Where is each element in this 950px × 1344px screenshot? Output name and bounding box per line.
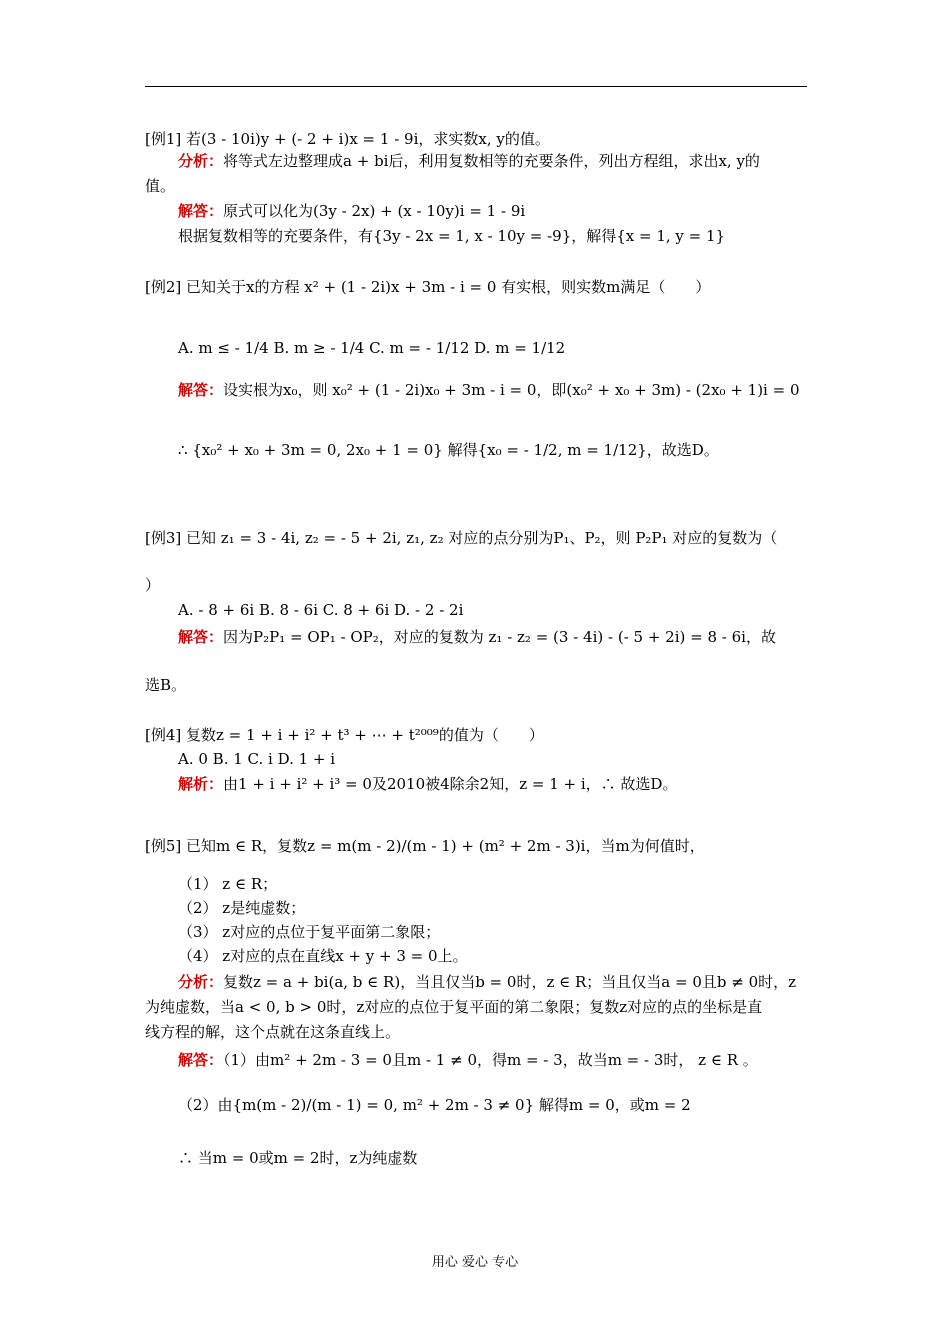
content-ex1-answer: 原式可以化为(3y - 2x) + (x - 10y)i = 1 - 9i [223,202,526,220]
label-ex1-analysis: 分析： [178,152,224,170]
text-line-ex5-q [145,836,705,856]
content-ex5-sub2: （2） z是纯虚数； [178,899,306,917]
content-ex3-answer-2: 选B。 [145,676,187,694]
content-ex1-answer-2: 根据复数相等的充要条件，有{3y - 2x = 1, x - 10y = -9}，解得{x = 1, y = 1} [178,227,726,245]
text-line-ex3-answer [178,627,776,647]
text-line-ex5-analysis-2 [145,997,762,1017]
text-line-ex4-q [145,725,544,745]
text-line-ex4-answer [178,774,677,794]
text-line-ex3-q-2 [145,575,160,595]
text-line-ex1-analysis-2 [145,176,175,196]
content-ex3-q-2: ） [145,576,161,594]
label-ex2-answer: 解答： [178,381,224,399]
content-ex1-analysis: 将等式左边整理成a + bi后，利用复数相等的充要条件，列出方程组，求出x, y的 [223,152,760,170]
text-line-ex3-options [178,600,463,620]
text-line-ex3-q [145,528,777,548]
content-ex4-answer: 由1 + i + i² + i³ = 0及2010被4除余2知，z = 1 + i，∴ 故选D。 [223,775,678,793]
text-line-ex5-answer-2 [178,1095,691,1115]
content-ex5-answer-1: （1）由m² + 2m - 3 = 0且m - 1 ≠ 0，得m = - 3，故当m = - 3时， z ∈ R 。 [223,1051,758,1069]
text-line-ex5-sub1 [178,874,277,894]
label-ex5-answer-1: 解答： [178,1051,224,1069]
header-rule [145,86,807,87]
content-ex4-options: A. 0 B. 1 C. i D. 1 + i [178,750,336,768]
text-line-ex2-answer [178,380,800,400]
content-ex5-q: [例5] 已知m ∈ R，复数z = m(m - 2)/(m - 1) + (m² + 2m - 3)i，当m为何值时， [145,837,705,855]
text-line-ex5-analysis [178,972,796,992]
content-ex2-q: [例2] 已知关于x的方程 x² + (1 - 2i)x + 3m - i = 0 有实根，则实数m满足（ ） [145,278,711,296]
label-ex3-answer: 解答： [178,628,224,646]
content-ex2-answer: 设实根为x₀，则 x₀² + (1 - 2i)x₀ + 3m - i = 0，即(x₀² + x₀ + 3m) - (2x₀ + 1)i = 0 [223,381,800,399]
content-ex1-q: [例1] 若(3 - 10i)y + (- 2 + i)x = 1 - 9i，求实数x, y的值。 [145,130,550,148]
text-line-ex2-answer-2 [178,440,719,460]
content-ex3-q: [例3] 已知 z₁ = 3 - 4i, z₂ = - 5 + 2i, z₁, z₂ 对应的点分别为P₁、P₂，则 P₂P₁ 对应的复数为（ [145,529,778,547]
content-ex2-options: A. m ≤ - 1/4 B. m ≥ - 1/4 C. m = - 1/12 D. m = 1/12 [178,339,566,357]
content-ex1-analysis-2: 值。 [145,177,176,195]
content-ex5-sub3: （3） z对应的点位于复平面第二象限； [178,923,441,941]
content-ex5-analysis-2: 为纯虚数，当a < 0, b > 0时，z对应的点位于复平面的第二象限；复数z对应的点的坐标是直 [145,998,763,1016]
text-line-ex1-q [145,129,550,149]
content-ex4-q: [例4] 复数z = 1 + i + i² + t³ + ⋯ + t²⁰⁰⁹的值为（ ） [145,726,544,744]
text-line-ex3-answer-2 [145,675,186,695]
content-ex5-answer-2: （2）由{m(m - 2)/(m - 1) = 0, m² + 2m - 3 ≠ 0} 解得m = 0，或m = 2 [178,1096,691,1114]
text-line-ex1-answer-2 [178,226,725,246]
content-ex5-analysis-3: 线方程的解，这个点就在这条直线上。 [145,1023,401,1041]
text-line-ex5-sub3 [178,922,440,942]
text-line-ex5-sub4 [178,946,468,966]
content-ex5-analysis: 复数z = a + bi(a, b ∈ R)，当且仅当b = 0时，z ∈ R；当且仅当a = 0且b ≠ 0时，z [223,973,797,991]
text-line-ex1-answer [178,201,525,221]
label-ex1-answer: 解答： [178,202,224,220]
content-ex2-answer-2: ∴ {x₀² + x₀ + 3m = 0, 2x₀ + 1 = 0} 解得{x₀ = - 1/2, m = 1/12}，故选D。 [178,441,719,459]
text-line-ex5-sub2 [178,898,305,918]
label-ex5-analysis: 分析： [178,973,224,991]
text-line-ex1-analysis [178,151,760,171]
text-line-ex2-options [178,338,565,358]
text-line-ex5-answer-3 [178,1148,417,1168]
text-line-ex5-answer-1 [178,1050,758,1070]
text-line-ex2-q [145,277,710,297]
text-line-ex4-options [178,749,335,769]
label-ex4-answer: 解析： [178,775,224,793]
text-line-ex5-analysis-3 [145,1022,400,1042]
page-footer: 用心 爱心 专心 [431,1255,519,1270]
content-ex3-options: A. - 8 + 6i B. 8 - 6i C. 8 + 6i D. - 2 - 2i [178,601,464,619]
content-ex5-sub4: （4） z对应的点在直线x + y + 3 = 0上。 [178,947,468,965]
content-ex3-answer: 因为P₂P₁ = OP₁ - OP₂，对应的复数为 z₁ - z₂ = (3 - 4i) - (- 5 + 2i) = 8 - 6i，故 [223,628,776,646]
content-ex5-sub1: （1） z ∈ R； [178,875,278,893]
content-ex5-answer-3: ∴ 当m = 0或m = 2时，z为纯虚数 [178,1149,418,1167]
